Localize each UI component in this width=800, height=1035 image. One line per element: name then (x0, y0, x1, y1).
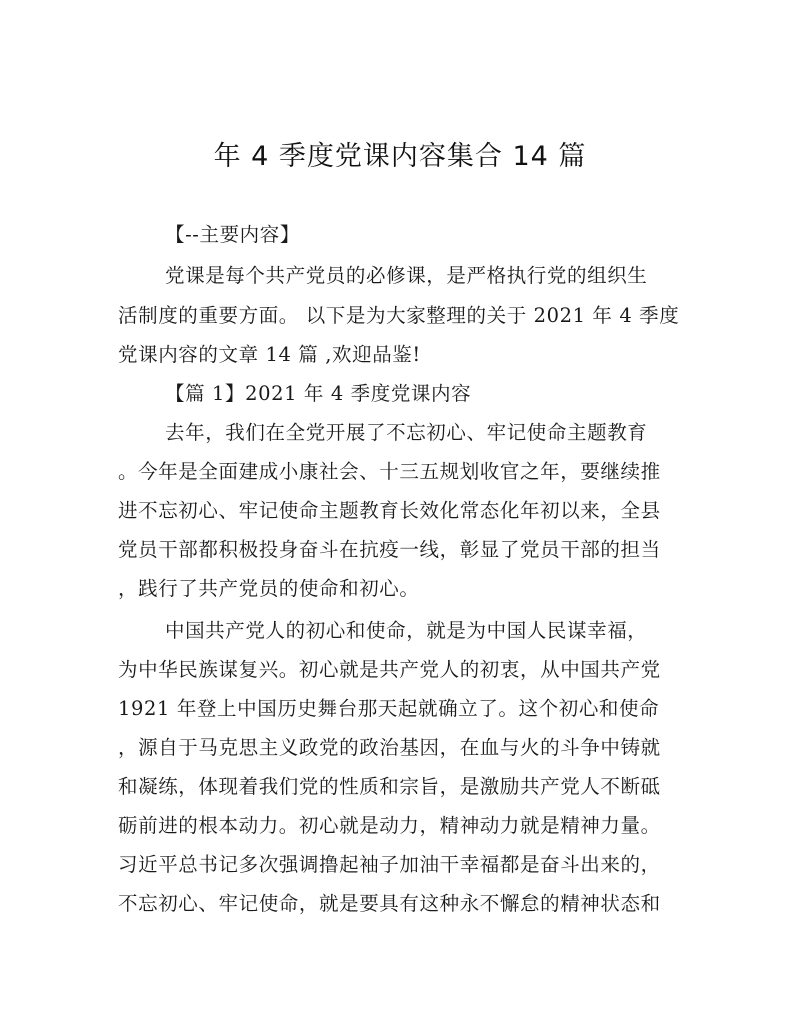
paragraph-line: 为中华民族谋复兴。初心就是共产党人的初衷，从中国共产党 (118, 658, 661, 681)
paragraph-line: 去年，我们在全党开展了不忘初心、牢记使命主题教育 (165, 421, 648, 444)
paragraph-line: 活制度的重要方面。 以下是为大家整理的关于 2021 年 4 季度 (118, 304, 680, 327)
section-heading-main-content: 【--主要内容】 (165, 223, 300, 246)
paragraph-line: 中国共产党人的初心和使命，就是为中国人民谋幸福， (165, 619, 648, 642)
paragraph-line: 砺前进的根本动力。初心就是动力，精神动力就是精神力量。 (118, 814, 661, 837)
paragraph-line: ，源自于马克思主义政党的政治基因，在血与火的斗争中铸就 (118, 736, 661, 759)
paragraph-line: 进不忘初心、牢记使命主题教育长效化常态化年初以来，全县 (118, 499, 661, 522)
document-title: 年 4 季度党课内容集合 14 篇 (213, 141, 587, 172)
paragraph-line: 。今年是全面建成小康社会、十三五规划收官之年，要继续推 (118, 460, 661, 483)
paragraph-line: 党课是每个共产党员的必修课，是严格执行党的组织生 (165, 264, 648, 287)
paragraph-line: 党员干部都积极投身奋斗在抗疫一线，彰显了党员干部的担当 (118, 538, 661, 561)
paragraph-line: 1921 年登上中国历史舞台那天起就确立了。这个初心和使命 (118, 697, 660, 720)
paragraph-line: ，践行了共产党员的使命和初心。 (118, 577, 420, 600)
paragraph-line: 党课内容的文章 14 篇 ,欢迎品鉴! (118, 343, 421, 366)
paragraph-line: 不忘初心、牢记使命，就是要具有这种永不懈怠的精神状态和 (118, 892, 661, 915)
paragraph-line: 习近平总书记多次强调撸起袖子加油干幸福都是奋斗出来的， (118, 853, 661, 876)
paragraph-line: 和凝练，体现着我们党的性质和宗旨，是激励共产党人不断砥 (118, 775, 661, 798)
section-heading-article-1: 【篇 1】2021 年 4 季度党课内容 (165, 382, 472, 405)
